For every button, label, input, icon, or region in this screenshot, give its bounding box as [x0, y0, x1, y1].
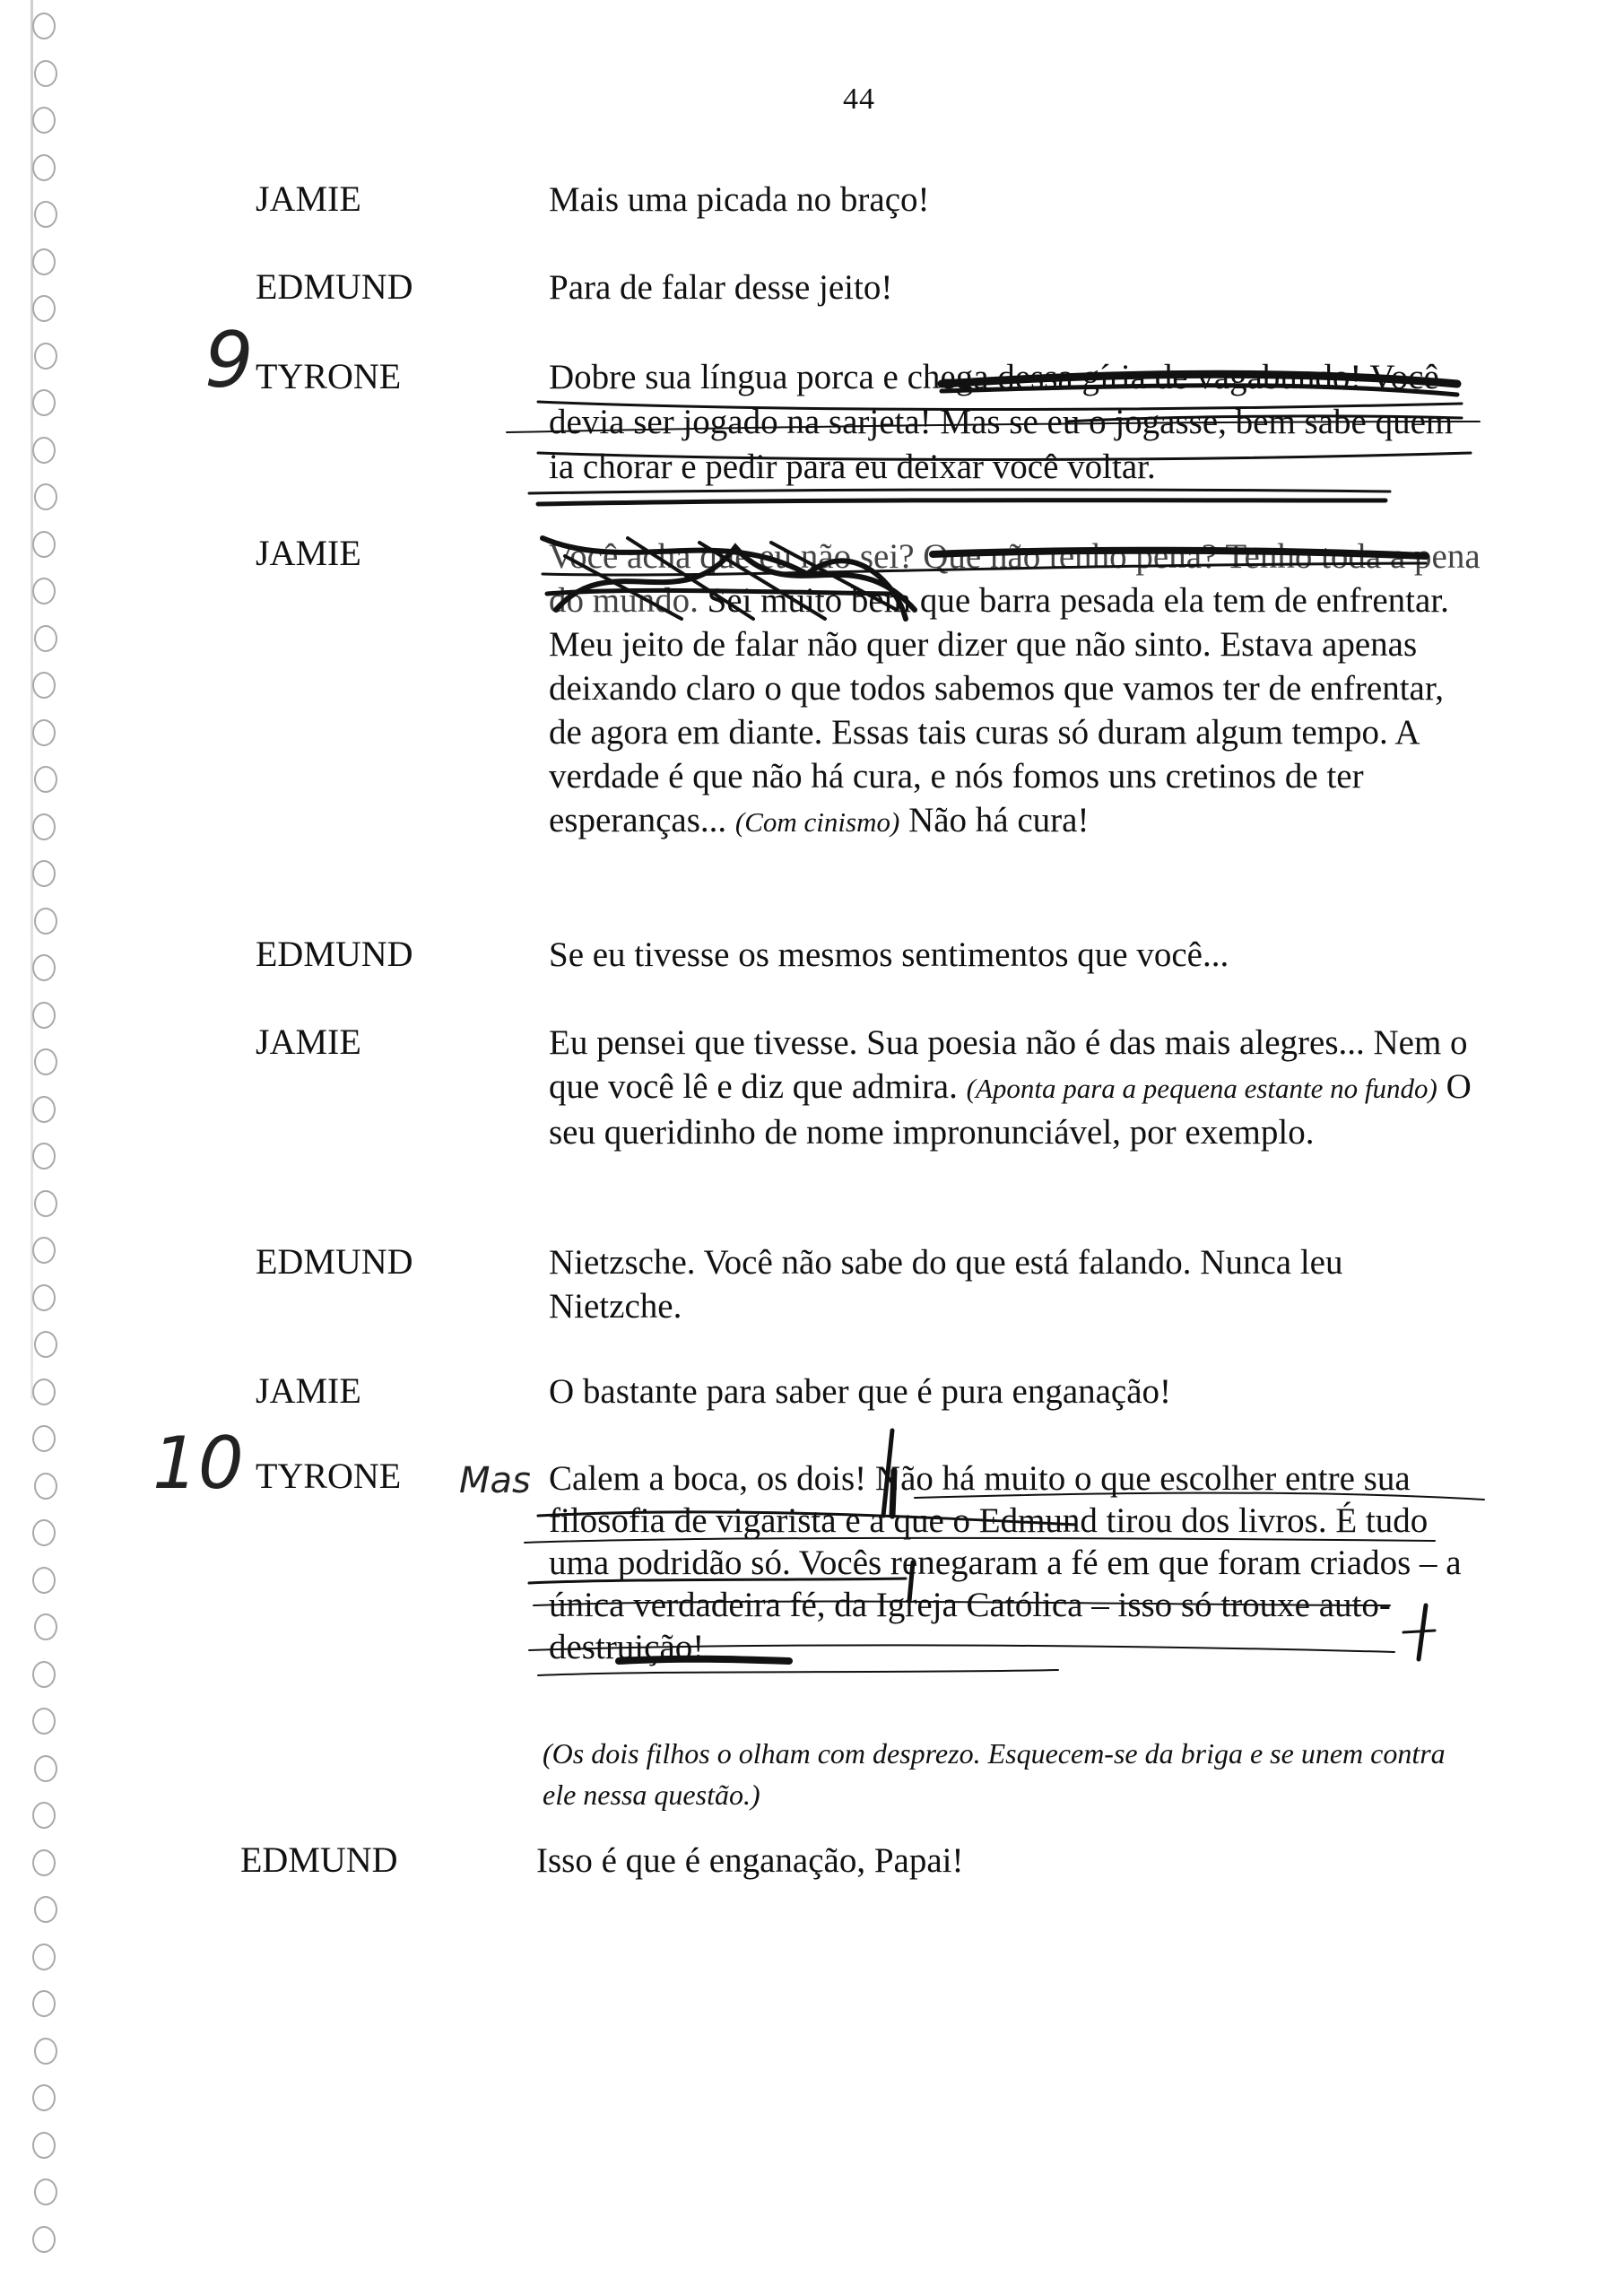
- speaker-name: JAMIE: [256, 1022, 361, 1062]
- speech-text: Dobre sua língua porca e chega dessa gíria de vagabundo! Você devia ser jogado na sarjeta! Mas se eu o jogasse, bem sabe quem ia chorar e pedir para eu deixar você voltar.: [549, 358, 1454, 486]
- speech-text: Isso é que é enganação, Papai!: [536, 1841, 964, 1880]
- binding-hole: [34, 483, 57, 510]
- binding-hole: [34, 625, 57, 652]
- speaker-name: EDMUND: [240, 1839, 398, 1880]
- speaker-name: TYRONE: [256, 356, 402, 396]
- binding-hole: [34, 766, 57, 793]
- binding-hole: [34, 2038, 57, 2065]
- binding-hole: [32, 2084, 56, 2111]
- speaker-name: TYRONE: [256, 1456, 402, 1496]
- binding-hole: [32, 1002, 56, 1029]
- speaker-name: EDMUND: [256, 266, 413, 307]
- binding-hole: [34, 343, 57, 370]
- speech-block: [549, 535, 1481, 844]
- binding-hole: [32, 2226, 56, 2253]
- speech-text: Para de falar desse jeito!: [549, 268, 893, 307]
- speech-text: O bastante para saber que é pura enganação!: [549, 1372, 1172, 1411]
- speech-text: Mais uma picada no braço!: [549, 180, 930, 219]
- page-number: 44: [843, 83, 875, 116]
- binding-hole: [32, 154, 56, 181]
- speech-text: Eu pensei que tivesse. Sua poesia não é das mais alegres... Nem o que você lê e diz que admira.: [549, 1023, 1468, 1106]
- binding-hole: [32, 107, 56, 134]
- binding-hole: [32, 1990, 56, 2017]
- struck-text: Você acha que eu não sei? Que não tenho pena? Tenho toda a pena do mundo.: [549, 537, 1481, 620]
- handwritten-mark-10: 10: [152, 1422, 244, 1505]
- binding-hole: [32, 531, 56, 558]
- binding-hole: [32, 1237, 56, 1264]
- binding-hole: [34, 1473, 57, 1500]
- binding-hole: [34, 201, 57, 228]
- binding-hole: [32, 1661, 56, 1688]
- binding-hole: [34, 1048, 57, 1075]
- speech-text: Nietzsche. Você não sabe do que está falando. Nunca leu Nietzche.: [549, 1243, 1343, 1326]
- binding-hole: [34, 2179, 57, 2205]
- speech-text: Sei muito bem que barra pesada ela tem de enfrentar. Meu jeito de falar não quer dizer que não sinto. Estava apenas deixando claro o que todos sabemos que vamos ter de enfrentar, de agora em diante. Essas tais curas só duram algum tempo. A verdade é que não há cura, e nós fomos uns cretinos de ter esperanças...: [549, 581, 1449, 839]
- binding-hole: [34, 1613, 57, 1640]
- speech-text-after: Não há cura!: [908, 801, 1090, 839]
- binding-hole: [34, 1896, 57, 1923]
- handwritten-margin-note: Mas: [459, 1460, 531, 1501]
- binding-hole: [32, 437, 56, 464]
- binding-hole: [32, 1708, 56, 1735]
- binding-hole: [34, 1331, 57, 1358]
- speaker-name: JAMIE: [256, 178, 361, 219]
- binding-hole: [32, 248, 56, 275]
- binding-hole: [32, 1849, 56, 1876]
- binding-hole: [32, 1096, 56, 1123]
- binding-hole: [32, 672, 56, 699]
- stage-direction-inline: (Aponta para a pequena estante no fundo): [966, 1073, 1437, 1104]
- binding-hole: [32, 1425, 56, 1452]
- stage-direction-inline: (Com cinismo): [734, 806, 900, 838]
- binding-hole: [32, 1519, 56, 1546]
- speech-text: Se eu tivesse os mesmos sentimentos que você...: [549, 935, 1229, 974]
- speaker-name: EDMUND: [256, 1241, 413, 1282]
- binding-hole: [32, 860, 56, 887]
- binding-hole: [32, 719, 56, 746]
- speaker-name: JAMIE: [256, 533, 361, 573]
- speaker-name: EDMUND: [256, 934, 413, 974]
- binding-hole: [32, 578, 56, 604]
- binding-hole: [32, 13, 56, 39]
- binding-hole: [32, 389, 56, 416]
- binding-hole: [32, 2132, 56, 2159]
- binding-hole: [32, 1143, 56, 1170]
- binding-hole: [32, 813, 56, 840]
- stage-direction: (Os dois filhos o olham com desprezo. Esquecem-se da briga e se unem contra ele nessa questão.): [543, 1737, 1446, 1811]
- speech-text-after: O seu queridinho de nome impronunciável, por exemplo.: [549, 1067, 1472, 1152]
- binding-hole: [32, 954, 56, 981]
- binding-hole: [32, 1284, 56, 1311]
- binding-hole: [34, 1755, 57, 1782]
- binding-hole: [32, 1378, 56, 1405]
- binding-hole: [32, 1802, 56, 1829]
- binding-hole: [34, 1190, 57, 1217]
- speech-block: [549, 1021, 1481, 1154]
- binding-hole: [34, 60, 57, 87]
- speaker-name: JAMIE: [256, 1370, 361, 1411]
- speech-text: Calem a boca, os dois! Não há muito o que escolher entre sua filosofia de vigarista e a que o Edmund tirou dos livros. É tudo uma podridão só. Vocês renegaram a fé em que foram criados – a única verdadeira fé, da Igreja Católica – isso só trouxe auto-destruição!: [549, 1459, 1462, 1666]
- binding-edge: [30, 0, 33, 1399]
- binding-hole: [34, 908, 57, 935]
- binding-hole: [32, 1944, 56, 1970]
- binding-hole: [32, 295, 56, 322]
- binding-hole: [32, 1567, 56, 1594]
- handwritten-mark-9: 9: [204, 316, 254, 405]
